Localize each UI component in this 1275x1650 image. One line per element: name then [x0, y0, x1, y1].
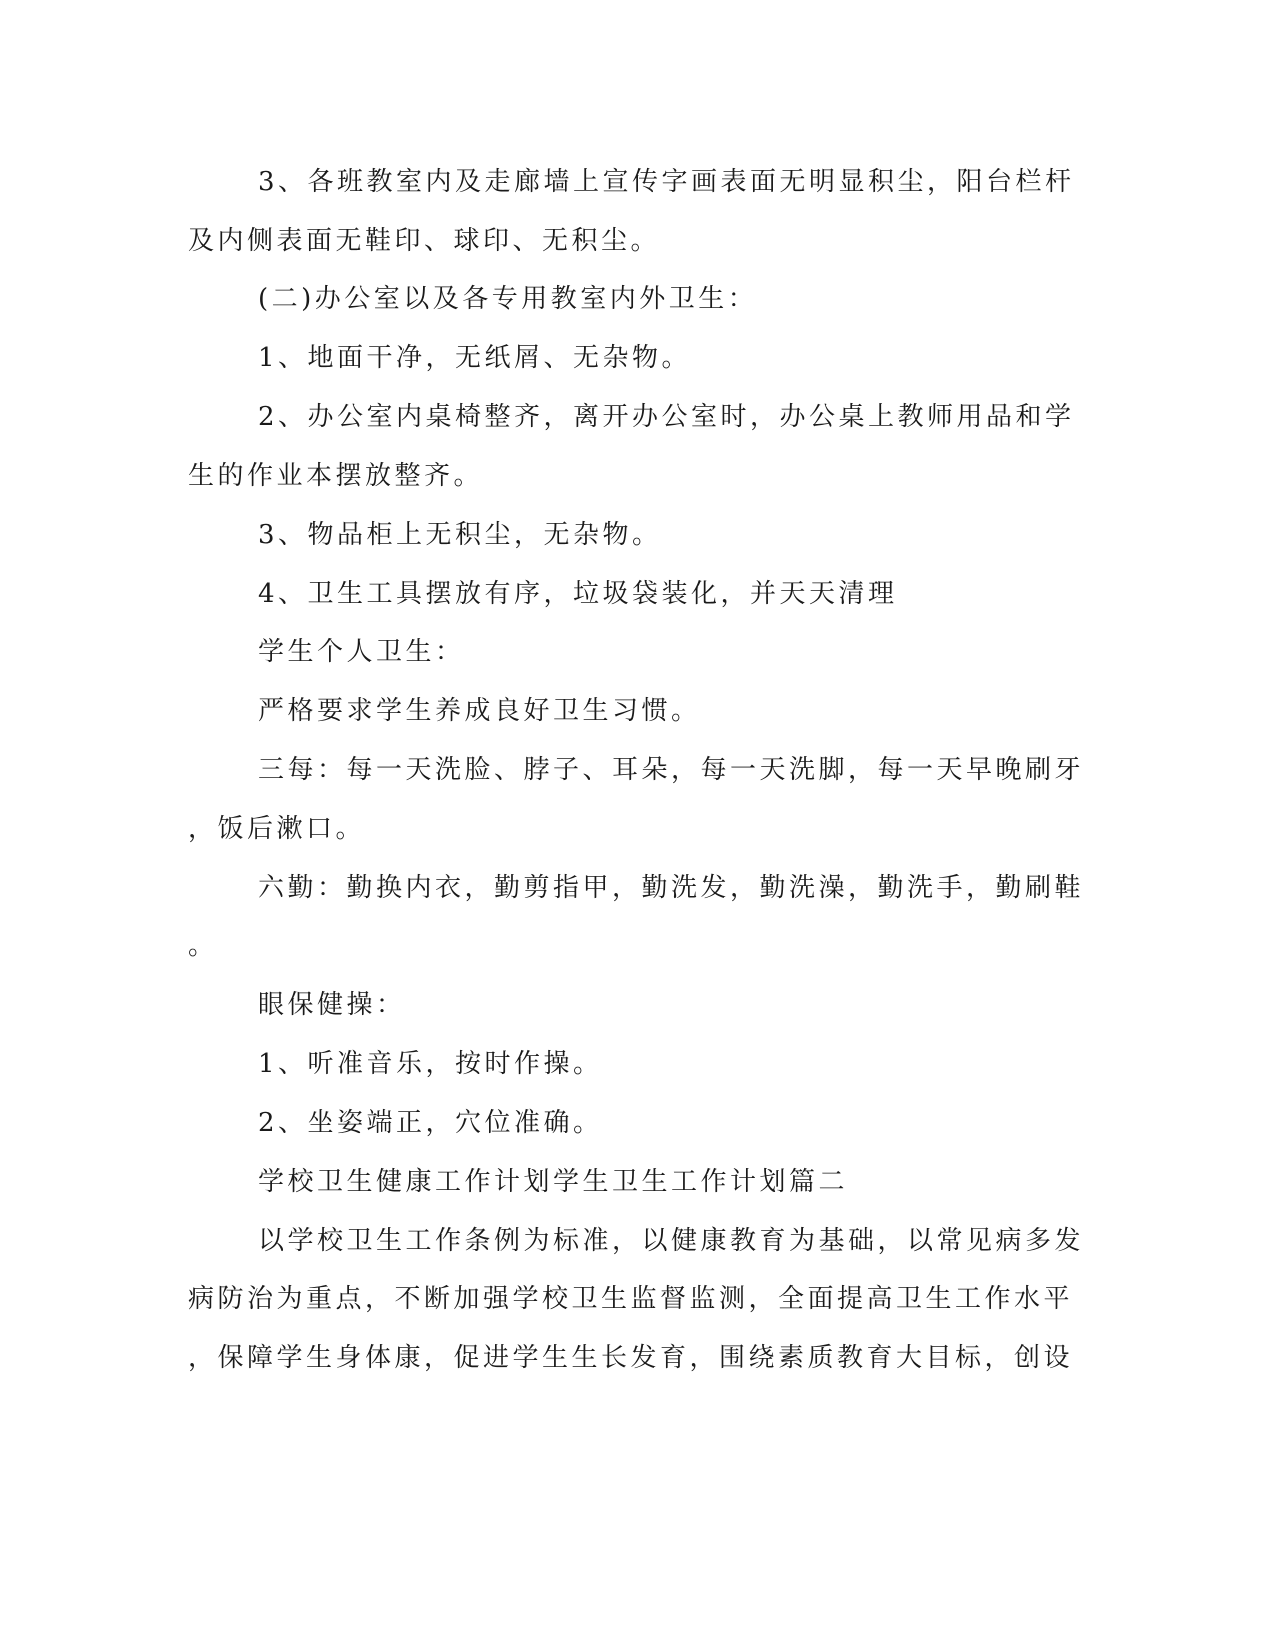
paragraph-line: 1、地面干净，无纸屑、无杂物。 [258, 343, 692, 373]
paragraph-line: 三每：每一天洗脸、脖子、耳朵，每一天洗脚，每一天早晚刷牙 [258, 755, 1085, 785]
section-heading: 学生个人卫生： [258, 637, 465, 667]
section-heading: 眼保健操： [258, 990, 406, 1020]
paragraph-line: 3、物品柜上无积尘，无杂物。 [258, 520, 662, 550]
paragraph-line: 1、听准音乐，按时作操。 [258, 1049, 603, 1079]
paragraph-line: 及内侧表面无鞋印、球印、无积尘。 [188, 226, 661, 256]
section-heading: (二)办公室以及各专用教室内外卫生： [258, 284, 758, 314]
paragraph-line: 3、各班教室内及走廊墙上宣传字画表面无明显积尘，阳台栏杆 [258, 167, 1075, 197]
paragraph-line: 严格要求学生养成良好卫生习惯。 [258, 696, 701, 726]
paragraph-line: 生的作业本摆放整齐。 [188, 461, 484, 491]
section-heading: 学校卫生健康工作计划学生卫生工作计划篇二 [258, 1167, 849, 1197]
paragraph-line: 以学校卫生工作条例为标准，以健康教育为基础，以常见病多发 [258, 1226, 1085, 1256]
paragraph-line: 病防治为重点，不断加强学校卫生监督监测，全面提高卫生工作水平 [188, 1284, 1074, 1314]
paragraph-line: 4、卫生工具摆放有序，垃圾袋装化，并天天清理 [258, 579, 898, 609]
paragraph-line: ，饭后漱口。 [188, 814, 366, 844]
paragraph-line: 。 [188, 931, 218, 961]
paragraph-line: 2、办公室内桌椅整齐，离开办公室时，办公桌上教师用品和学 [258, 402, 1075, 432]
paragraph-line: 六勤：勤换内衣，勤剪指甲，勤洗发，勤洗澡，勤洗手，勤刷鞋 [258, 873, 1085, 903]
paragraph-line: 2、坐姿端正，穴位准确。 [258, 1108, 603, 1138]
paragraph-line: ，保障学生身体康，促进学生生长发育，围绕素质教育大目标，创设 [188, 1343, 1074, 1373]
